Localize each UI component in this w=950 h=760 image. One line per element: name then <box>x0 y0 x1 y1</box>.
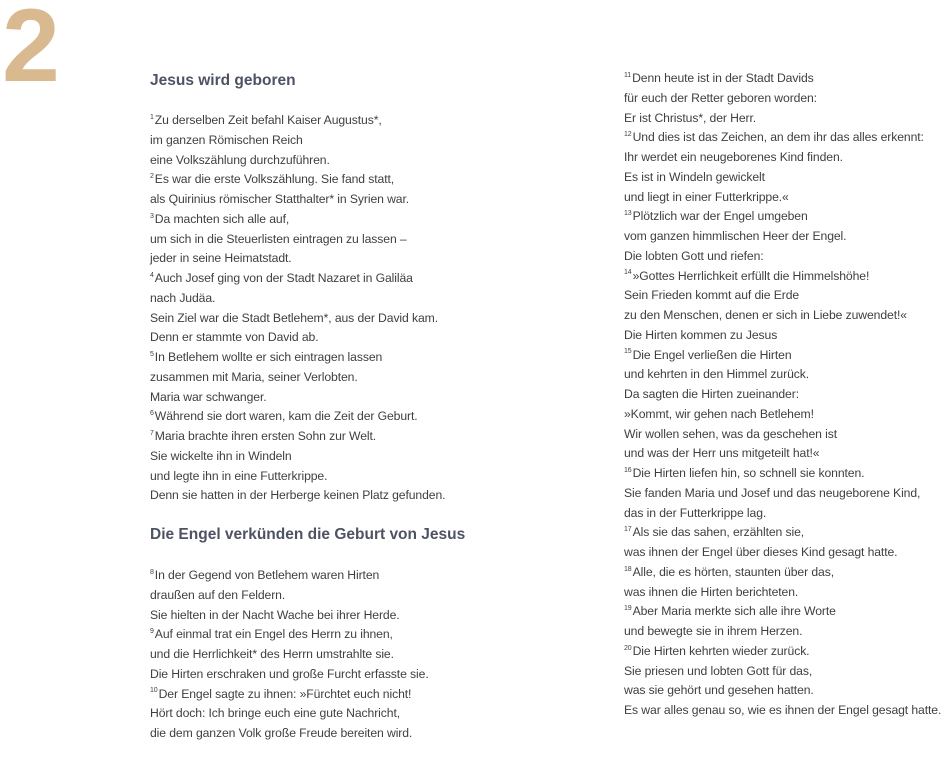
line-text: und die Herrlichkeit* des Herrn umstrahlte sie. <box>150 647 394 661</box>
line-text: Die Hirten liefen hin, so schnell sie konnten. <box>632 466 865 480</box>
line-text: Die Hirten erschraken und große Furcht erfasste sie. <box>150 666 429 681</box>
line-text: was ihnen die Hirten berichteten. <box>624 584 799 599</box>
line-text: Die Hirten kommen zu Jesus <box>624 327 778 342</box>
text-line <box>150 685 429 705</box>
text-line <box>624 602 941 622</box>
text-line <box>150 328 445 348</box>
verse-number: 6 <box>150 410 154 418</box>
text-line <box>624 701 941 721</box>
section-heading-angels: Die Engel verkünden die Geburt von Jesus <box>150 526 466 543</box>
text-line <box>624 69 941 89</box>
line-text: Wir wollen sehen, was da geschehen ist <box>624 426 837 441</box>
line-text: Zu derselben Zeit befahl Kaiser Augustus*, <box>154 113 382 127</box>
line-text: für euch der Retter geboren worden: <box>624 90 817 105</box>
line-text: und legte ihn in eine Futterkrippe. <box>150 468 328 483</box>
verse-number: 9 <box>150 628 154 636</box>
text-line <box>150 447 445 467</box>
text-line <box>624 523 941 543</box>
line-text: zusammen mit Maria, seiner Verlobten. <box>150 369 358 384</box>
verse-block-birth <box>150 111 445 506</box>
verse-block-angels <box>150 566 429 744</box>
text-line <box>624 563 941 583</box>
text-line <box>624 168 941 188</box>
text-line <box>624 405 941 425</box>
text-line <box>624 89 941 109</box>
line-text: Sie hielten in der Nacht Wache bei ihrer Herde. <box>150 607 400 622</box>
text-line <box>150 665 429 685</box>
line-text: zu den Menschen, denen er sich in Liebe zuwendet!« <box>624 308 907 322</box>
text-line <box>624 109 941 129</box>
text-line <box>150 131 445 151</box>
text-line <box>624 326 941 346</box>
line-text: Sie wickelte ihn in Windeln <box>150 448 292 463</box>
text-line <box>150 289 445 309</box>
line-text: Ihr werdet ein neugeborenes Kind finden. <box>624 150 843 164</box>
line-text: und bewegte sie in ihrem Herzen. <box>624 624 803 638</box>
line-text: um sich in die Steuerlisten eintragen zu lassen – <box>150 231 407 246</box>
text-line <box>624 681 941 701</box>
text-line <box>150 170 445 190</box>
text-line <box>150 625 429 645</box>
text-line <box>150 645 429 665</box>
line-text: Plötzlich war der Engel umgeben <box>632 209 808 224</box>
verse-number: 16 <box>624 466 632 474</box>
text-line <box>150 269 445 289</box>
line-text: Sein Frieden kommt auf die Erde <box>624 288 800 303</box>
line-text: Die Engel verließen die Hirten <box>632 347 792 362</box>
line-text: Er ist Christus*, der Herr. <box>624 110 757 125</box>
text-line <box>624 464 941 484</box>
text-line <box>624 425 941 445</box>
verse-number: 3 <box>150 212 154 220</box>
text-line <box>624 484 941 504</box>
text-line <box>150 704 429 724</box>
text-line <box>150 190 445 210</box>
text-line <box>624 188 941 208</box>
text-line <box>624 365 941 385</box>
line-text: vom ganzen himmlischen Heer der Engel. <box>624 229 847 243</box>
line-text: Da machten sich alle auf, <box>154 211 290 226</box>
text-line <box>624 128 941 148</box>
line-text: Hört doch: Ich bringe euch eine gute Nachricht, <box>150 706 401 721</box>
line-text: Als sie das sahen, erzählten sie, <box>632 525 805 540</box>
line-text: Der Engel sagte zu ihnen: »Fürchtet euch nicht! <box>158 686 412 701</box>
text-line <box>150 230 445 250</box>
line-text: Denn heute ist in der Stadt Davids <box>632 71 814 85</box>
line-text: die dem ganzen Volk große Freude bereiten wird. <box>150 726 413 740</box>
text-line <box>624 207 941 227</box>
text-line <box>624 385 941 405</box>
line-text: Die lobten Gott und riefen: <box>624 248 764 263</box>
line-text: Maria brachte ihren ersten Sohn zur Welt. <box>154 429 377 443</box>
line-text: und liegt in einer Futterkrippe.« <box>624 189 789 204</box>
line-text: »Gottes Herrlichkeit erfüllt die Himmelshöhe! <box>632 268 870 283</box>
verse-number: 1 <box>150 113 154 121</box>
text-line <box>150 309 445 329</box>
line-text: Denn er stammte von David ab. <box>150 330 319 345</box>
line-text: als Quirinius römischer Statthalter* in Syrien war. <box>150 192 410 206</box>
verse-number: 11 <box>624 71 632 79</box>
text-line <box>624 543 941 563</box>
text-line <box>624 267 941 287</box>
line-text: eine Volkszählung durchzuführen. <box>150 152 330 167</box>
line-text: Auch Josef ging von der Stadt Nazaret in Galiläa <box>154 271 413 285</box>
line-text: Alle, die es hörten, staunten über das, <box>632 564 834 579</box>
verse-number: 10 <box>150 687 158 695</box>
line-text: In der Gegend von Betlehem waren Hirten <box>154 568 380 582</box>
line-text: draußen auf den Feldern. <box>150 587 286 602</box>
text-line <box>624 247 941 267</box>
line-text: und was der Herr uns mitgeteilt hat!« <box>624 446 820 461</box>
line-text: Es war alles genau so, wie es ihnen der Engel gesagt hatte. <box>624 703 942 717</box>
line-text: was ihnen der Engel über dieses Kind gesagt hatte. <box>624 545 898 559</box>
text-line <box>624 583 941 603</box>
line-text: Sie priesen und lobten Gott für das, <box>624 663 813 678</box>
text-line <box>624 622 941 642</box>
verse-number: 7 <box>150 429 154 437</box>
line-text: im ganzen Römischen Reich <box>150 132 303 147</box>
line-text: Auf einmal trat ein Engel des Herrn zu ihnen, <box>154 627 393 642</box>
line-text: Sie fanden Maria und Josef und das neugeborene Kind, <box>624 485 921 500</box>
line-text: Während sie dort waren, kam die Zeit der Geburt. <box>154 409 418 424</box>
text-line <box>150 368 445 388</box>
line-text: »Kommt, wir gehen nach Betlehem! <box>624 406 814 421</box>
text-line <box>150 486 445 506</box>
line-text: was sie gehört und gesehen hatten. <box>624 683 814 698</box>
line-text: jeder in seine Heimatstadt. <box>150 251 292 266</box>
verse-number: 20 <box>624 644 632 652</box>
text-line <box>624 662 941 682</box>
text-line <box>150 210 445 230</box>
text-line <box>624 346 941 366</box>
line-text: Sein Ziel war die Stadt Betlehem*, aus der David kam. <box>150 310 439 325</box>
text-line <box>150 151 445 171</box>
text-line <box>624 148 941 168</box>
text-line <box>150 111 445 131</box>
line-text: nach Judäa. <box>150 290 216 305</box>
verse-number: 15 <box>624 348 632 356</box>
text-line <box>150 407 445 427</box>
text-line <box>150 348 445 368</box>
text-line <box>624 227 941 247</box>
line-text: Und dies ist das Zeichen, an dem ihr das alles erkennt: <box>632 130 924 145</box>
text-line <box>624 642 941 662</box>
text-line <box>150 427 445 447</box>
section-heading-birth: Jesus wird geboren <box>150 72 296 89</box>
verse-number: 2 <box>150 173 154 181</box>
verse-number: 5 <box>150 350 154 358</box>
text-line <box>150 249 445 269</box>
text-line <box>150 467 445 487</box>
text-line <box>150 566 429 586</box>
verse-number: 13 <box>624 210 632 218</box>
text-line <box>150 606 429 626</box>
verse-number: 17 <box>624 526 632 534</box>
text-line <box>150 586 429 606</box>
verse-number: 4 <box>150 271 154 279</box>
line-text: Die Hirten kehrten wieder zurück. <box>632 643 810 658</box>
text-line <box>150 724 429 744</box>
verse-number: 8 <box>150 568 154 576</box>
line-text: In Betlehem wollte er sich eintragen lassen <box>154 350 383 364</box>
text-line <box>624 444 941 464</box>
line-text: Maria war schwanger. <box>150 389 267 404</box>
text-line <box>624 504 941 524</box>
line-text: Aber Maria merkte sich alle ihre Worte <box>632 604 836 619</box>
line-text: Es ist in Windeln gewickelt <box>624 169 765 184</box>
line-text: Es war die erste Volkszählung. Sie fand statt, <box>154 172 395 187</box>
line-text: Da sagten die Hirten zueinander: <box>624 387 799 401</box>
line-text: das in der Futterkrippe lag. <box>624 505 767 520</box>
text-line <box>624 306 941 326</box>
verse-number: 18 <box>624 565 632 573</box>
chapter-number: 2 <box>2 0 58 104</box>
verse-block-shepherds <box>624 69 941 721</box>
verse-number: 12 <box>624 131 632 139</box>
line-text: Denn sie hatten in der Herberge keinen Platz gefunden. <box>150 488 446 503</box>
text-line <box>150 388 445 408</box>
line-text: und kehrten in den Himmel zurück. <box>624 367 810 382</box>
text-line <box>624 286 941 306</box>
verse-number: 19 <box>624 605 632 613</box>
verse-number: 14 <box>624 269 632 277</box>
